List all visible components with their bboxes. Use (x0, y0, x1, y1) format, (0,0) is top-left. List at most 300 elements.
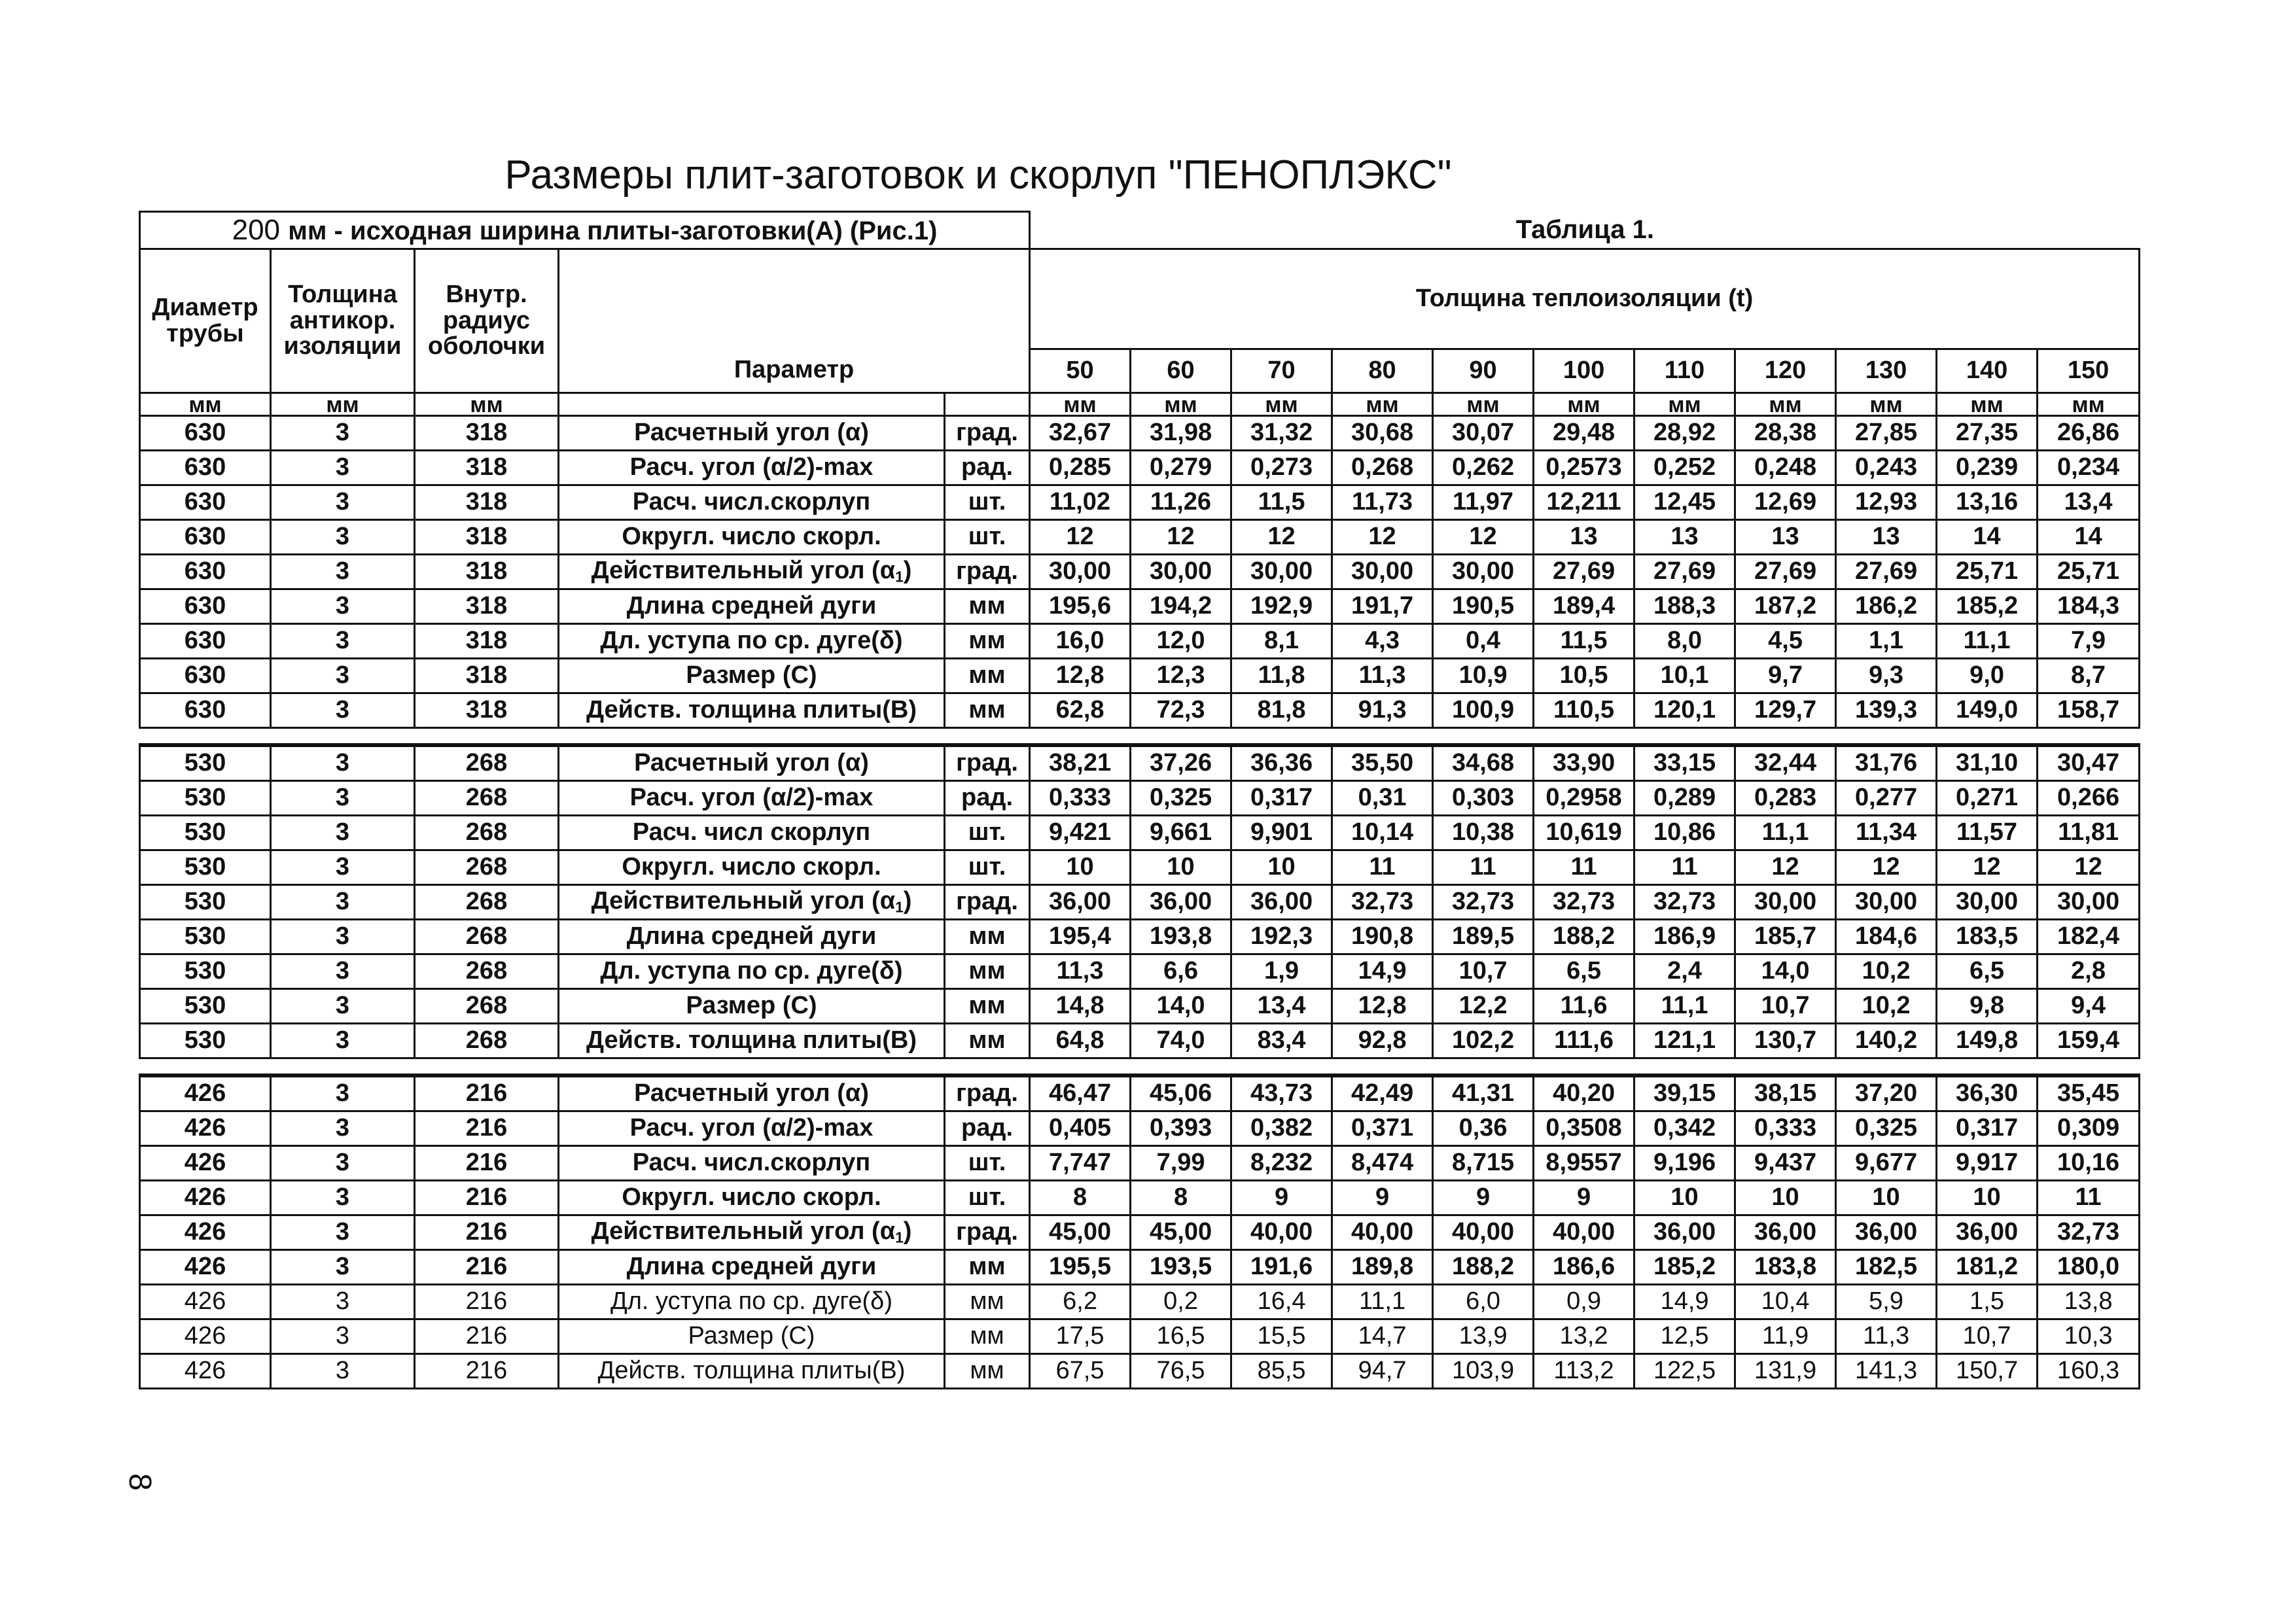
cell-value: 14,7 (1332, 1319, 1433, 1354)
page-title: Размеры плит-заготовок и скорлуп "ПЕНОПЛЭКС" (504, 152, 1452, 198)
header-thickness-50: 50 (1030, 349, 1131, 393)
cell-radius: 318 (415, 659, 559, 693)
cell-value: 16,5 (1131, 1319, 1231, 1354)
cell-value: 92,8 (1332, 1024, 1433, 1058)
cell-value: 11,8 (1231, 659, 1332, 693)
cell-value: 182,4 (2038, 920, 2140, 954)
cell-diameter: 426 (140, 1285, 271, 1319)
cell-value: 25,71 (1937, 555, 2038, 589)
cell-value: 120,1 (1634, 693, 1735, 728)
cell-value: 10 (1937, 1181, 2038, 1215)
cell-value: 11,97 (1433, 485, 1534, 520)
cell-diameter: 630 (140, 520, 271, 555)
cell-value: 14,9 (1332, 954, 1433, 989)
cell-value: 11 (1433, 850, 1534, 885)
cell-value: 45,06 (1131, 1075, 1231, 1111)
cell-anticor: 3 (271, 920, 415, 954)
cell-value: 12 (1231, 520, 1332, 555)
cell-value: 8,715 (1433, 1146, 1534, 1181)
cell-unit: шт. (945, 1181, 1030, 1215)
cell-unit: мм (945, 920, 1030, 954)
cell-unit: град. (945, 885, 1030, 920)
cell-parameter: Размер (С) (559, 659, 945, 693)
table-row (140, 520, 2140, 555)
cell-anticor: 3 (271, 954, 415, 989)
cell-value: 10,4 (1735, 1285, 1836, 1319)
group-separator-cell (140, 728, 2140, 746)
cell-value: 14,0 (1735, 954, 1836, 989)
cell-value: 28,92 (1634, 416, 1735, 451)
cell-value: 13,2 (1534, 1319, 1634, 1354)
cell-value: 27,69 (1534, 555, 1634, 589)
cell-value: 27,69 (1836, 555, 1937, 589)
cell-value: 183,8 (1735, 1250, 1836, 1285)
cell-anticor: 3 (271, 781, 415, 816)
cell-diameter: 426 (140, 1111, 271, 1146)
cell-parameter: Дл. уступа по ср. дуге(δ) (559, 624, 945, 659)
cell-value: 31,98 (1131, 416, 1231, 451)
table-row (140, 816, 2140, 850)
cell-radius: 318 (415, 520, 559, 555)
cell-value: 189,8 (1332, 1250, 1433, 1285)
table-row (140, 781, 2140, 816)
cell-value: 0,2958 (1534, 781, 1634, 816)
cell-anticor: 3 (271, 1250, 415, 1285)
cell-parameter: Расч. угол (α/2)-max (559, 781, 945, 816)
unit-label: мм (2038, 393, 2140, 416)
cell-diameter: 630 (140, 416, 271, 451)
cell-value: 10,7 (1735, 989, 1836, 1024)
table-row (140, 885, 2140, 920)
cell-anticor: 3 (271, 989, 415, 1024)
cell-value: 0,285 (1030, 451, 1131, 485)
cell-value: 11,1 (1332, 1285, 1433, 1319)
cell-value: 131,9 (1735, 1354, 1836, 1389)
cell-value: 140,2 (1836, 1024, 1937, 1058)
cell-anticor: 3 (271, 1285, 415, 1319)
cell-value: 74,0 (1131, 1024, 1231, 1058)
cell-value: 121,1 (1634, 1024, 1735, 1058)
cell-diameter: 426 (140, 1181, 271, 1215)
cell-parameter: Действительный угол $(\alpha_1)$ (559, 885, 945, 920)
cell-value: 36,36 (1231, 745, 1332, 781)
cell-value: 188,3 (1634, 589, 1735, 624)
cell-parameter: Размер (С) (559, 1319, 945, 1354)
cell-parameter: Действ. толщина плиты(В) (559, 693, 945, 728)
cell-anticor: 3 (271, 555, 415, 589)
cell-unit: мм (945, 589, 1030, 624)
cell-parameter: Расчетный угол (α) (559, 1075, 945, 1111)
cell-value: 14,9 (1634, 1285, 1735, 1319)
cell-diameter: 630 (140, 485, 271, 520)
cell-value: 100,9 (1433, 693, 1534, 728)
cell-value: 0,3508 (1534, 1111, 1634, 1146)
unit-label: мм (1030, 393, 1131, 416)
cell-value: 195,4 (1030, 920, 1131, 954)
cell-anticor: 3 (271, 659, 415, 693)
cell-value: 11,9 (1735, 1319, 1836, 1354)
cell-value: 10,7 (1937, 1319, 2038, 1354)
cell-value: 10 (1131, 850, 1231, 885)
cell-value: 10,3 (2038, 1319, 2140, 1354)
cell-value: 26,86 (2038, 416, 2140, 451)
cell-value: 45,00 (1030, 1215, 1131, 1250)
cell-diameter: 530 (140, 989, 271, 1024)
cell-diameter: 530 (140, 920, 271, 954)
table-row (140, 555, 2140, 589)
cell-diameter: 426 (140, 1354, 271, 1389)
cell-value: 11,1 (1634, 989, 1735, 1024)
cell-parameter: Действительный угол $(\alpha_1)$ (559, 1215, 945, 1250)
unit-blank (945, 393, 1030, 416)
cell-value: 193,5 (1131, 1250, 1231, 1285)
cell-unit: рад. (945, 451, 1030, 485)
cell-value: 10,86 (1634, 816, 1735, 850)
cell-value: 13 (1534, 520, 1634, 555)
cell-unit: рад. (945, 1111, 1030, 1146)
cell-unit: мм (945, 1319, 1030, 1354)
cell-anticor: 3 (271, 693, 415, 728)
cell-radius: 216 (415, 1215, 559, 1250)
cell-parameter: Расч. угол (α/2)-max (559, 1111, 945, 1146)
cell-value: 31,76 (1836, 745, 1937, 781)
cell-value: 12,8 (1030, 659, 1131, 693)
cell-value: 30,68 (1332, 416, 1433, 451)
cell-value: 129,7 (1735, 693, 1836, 728)
cell-value: 0,248 (1735, 451, 1836, 485)
cell-anticor: 3 (271, 416, 415, 451)
header-thickness-100: 100 (1534, 349, 1634, 393)
unit-label: мм (1937, 393, 2038, 416)
cell-value: 0,234 (2038, 451, 2140, 485)
cell-value: 111,6 (1534, 1024, 1634, 1058)
table-row (140, 1181, 2140, 1215)
caption-width-value: 200 (232, 213, 281, 246)
cell-value: 33,90 (1534, 745, 1634, 781)
cell-value: 10,2 (1836, 989, 1937, 1024)
cell-value: 1,9 (1231, 954, 1332, 989)
cell-value: 31,10 (1937, 745, 2038, 781)
cell-parameter: Расч. числ.скорлуп (559, 485, 945, 520)
cell-value: 36,00 (1634, 1215, 1735, 1250)
cell-unit: град. (945, 1075, 1030, 1111)
cell-value: 10,16 (2038, 1146, 2140, 1181)
cell-value: 6,6 (1131, 954, 1231, 989)
cell-value: 32,73 (1332, 885, 1433, 920)
cell-parameter: Округл. число скорл. (559, 1181, 945, 1215)
cell-value: 14 (2038, 520, 2140, 555)
cell-value: 0,268 (1332, 451, 1433, 485)
table-row (140, 745, 2140, 781)
cell-value: 182,5 (1836, 1250, 1937, 1285)
cell-value: 8 (1131, 1181, 1231, 1215)
cell-value: 83,4 (1231, 1024, 1332, 1058)
cell-diameter: 530 (140, 745, 271, 781)
cell-value: 190,8 (1332, 920, 1433, 954)
cell-diameter: 426 (140, 1215, 271, 1250)
cell-value: 192,3 (1231, 920, 1332, 954)
cell-value: 46,47 (1030, 1075, 1131, 1111)
cell-value: 12,69 (1735, 485, 1836, 520)
cell-value: 38,15 (1735, 1075, 1836, 1111)
cell-value: 9,0 (1937, 659, 2038, 693)
cell-unit: шт. (945, 816, 1030, 850)
header-diameter: Диаметр трубы (140, 249, 271, 393)
cell-value: 149,8 (1937, 1024, 2038, 1058)
cell-value: 13,8 (2038, 1285, 2140, 1319)
cell-value: 81,8 (1231, 693, 1332, 728)
cell-value: 0,317 (1937, 1111, 2038, 1146)
table-row (140, 1075, 2140, 1111)
cell-value: 10,1 (1634, 659, 1735, 693)
cell-value: 27,69 (1634, 555, 1735, 589)
table-row (140, 624, 2140, 659)
cell-value: 30,00 (2038, 885, 2140, 920)
cell-value: 158,7 (2038, 693, 2140, 728)
cell-value: 0,4 (1433, 624, 1534, 659)
cell-value: 40,00 (1534, 1215, 1634, 1250)
table-row (140, 920, 2140, 954)
unit-label: мм (1332, 393, 1433, 416)
cell-value: 16,0 (1030, 624, 1131, 659)
cell-value: 36,00 (1735, 1215, 1836, 1250)
cell-value: 194,2 (1131, 589, 1231, 624)
cell-value: 28,38 (1735, 416, 1836, 451)
table-row (140, 1111, 2140, 1146)
cell-value: 32,44 (1735, 745, 1836, 781)
cell-value: 12 (1735, 850, 1836, 885)
cell-value: 27,69 (1735, 555, 1836, 589)
cell-value: 62,8 (1030, 693, 1131, 728)
cell-anticor: 3 (271, 745, 415, 781)
cell-value: 10 (1231, 850, 1332, 885)
cell-parameter: Длина средней дуги (559, 920, 945, 954)
table-row (140, 1024, 2140, 1058)
header-thickness-150: 150 (2038, 349, 2140, 393)
cell-value: 0,382 (1231, 1111, 1332, 1146)
group-separator (140, 728, 2140, 746)
cell-value: 40,00 (1433, 1215, 1534, 1250)
cell-value: 9,661 (1131, 816, 1231, 850)
cell-value: 10 (1634, 1181, 1735, 1215)
cell-value: 32,73 (1433, 885, 1534, 920)
cell-value: 12 (1937, 850, 2038, 885)
cell-value: 4,3 (1332, 624, 1433, 659)
cell-value: 6,2 (1030, 1285, 1131, 1319)
cell-value: 11,1 (1937, 624, 2038, 659)
cell-value: 30,00 (1937, 885, 2038, 920)
cell-value: 37,20 (1836, 1075, 1937, 1111)
cell-value: 72,3 (1131, 693, 1231, 728)
cell-value: 35,50 (1332, 745, 1433, 781)
unit-blank (559, 393, 945, 416)
cell-value: 0,333 (1735, 1111, 1836, 1146)
header-anticor: Толщина антикор. изоляции (271, 249, 415, 393)
cell-parameter: Округл. число скорл. (559, 850, 945, 885)
cell-radius: 216 (415, 1111, 559, 1146)
cell-value: 10,9 (1433, 659, 1534, 693)
cell-value: 8,0 (1634, 624, 1735, 659)
cell-value: 11 (1332, 850, 1433, 885)
table-row (140, 416, 2140, 451)
cell-value: 0,277 (1836, 781, 1937, 816)
cell-value: 11,1 (1735, 816, 1836, 850)
cell-radius: 268 (415, 885, 559, 920)
table-row (140, 850, 2140, 885)
cell-value: 32,73 (1534, 885, 1634, 920)
cell-value: 27,85 (1836, 416, 1937, 451)
cell-value: 32,73 (1634, 885, 1735, 920)
cell-diameter: 630 (140, 555, 271, 589)
cell-unit: мм (945, 693, 1030, 728)
cell-anticor: 3 (271, 1111, 415, 1146)
page-number: 8 (122, 1473, 157, 1491)
cell-value: 150,7 (1937, 1354, 2038, 1389)
cell-unit: рад. (945, 781, 1030, 816)
cell-value: 13,4 (1231, 989, 1332, 1024)
group-separator (140, 1058, 2140, 1076)
header-thickness-group: Толщина теплоизоляции (t) (1030, 249, 2140, 349)
cell-value: 25,71 (2038, 555, 2140, 589)
cell-value: 10,14 (1332, 816, 1433, 850)
cell-value: 189,5 (1433, 920, 1534, 954)
cell-value: 85,5 (1231, 1354, 1332, 1389)
cell-value: 195,6 (1030, 589, 1131, 624)
cell-value: 13,4 (2038, 485, 2140, 520)
table-row (140, 954, 2140, 989)
cell-value: 0,31 (1332, 781, 1433, 816)
cell-value: 12,211 (1534, 485, 1634, 520)
cell-value: 43,73 (1231, 1075, 1332, 1111)
cell-unit: мм (945, 989, 1030, 1024)
cell-diameter: 630 (140, 451, 271, 485)
cell-value: 9,901 (1231, 816, 1332, 850)
cell-value: 29,48 (1534, 416, 1634, 451)
cell-value: 0,393 (1131, 1111, 1231, 1146)
cell-value: 15,5 (1231, 1319, 1332, 1354)
cell-value: 11,02 (1030, 485, 1131, 520)
cell-value: 195,5 (1030, 1250, 1131, 1285)
cell-value: 10 (1030, 850, 1131, 885)
cell-value: 11,3 (1836, 1319, 1937, 1354)
cell-value: 11,81 (2038, 816, 2140, 850)
table-row (140, 693, 2140, 728)
cell-value: 30,00 (1433, 555, 1534, 589)
cell-anticor: 3 (271, 485, 415, 520)
dimensions-table-wrap (139, 211, 2134, 1389)
cell-value: 36,30 (1937, 1075, 2038, 1111)
cell-value: 0,309 (2038, 1111, 2140, 1146)
cell-value: 30,07 (1433, 416, 1534, 451)
cell-unit: шт. (945, 850, 1030, 885)
cell-value: 0,371 (1332, 1111, 1433, 1146)
cell-value: 10,2 (1836, 954, 1937, 989)
cell-value: 13,16 (1937, 485, 2038, 520)
cell-diameter: 630 (140, 693, 271, 728)
cell-value: 0,2573 (1534, 451, 1634, 485)
cell-value: 0,405 (1030, 1111, 1131, 1146)
cell-value: 76,5 (1131, 1354, 1231, 1389)
cell-value: 9 (1231, 1181, 1332, 1215)
header-thickness-120: 120 (1735, 349, 1836, 393)
cell-value: 40,20 (1534, 1075, 1634, 1111)
cell-value: 9,437 (1735, 1146, 1836, 1181)
cell-value: 36,00 (1836, 1215, 1937, 1250)
cell-value: 0,262 (1433, 451, 1534, 485)
cell-value: 9,677 (1836, 1146, 1937, 1181)
cell-value: 102,2 (1433, 1024, 1534, 1058)
cell-radius: 318 (415, 485, 559, 520)
cell-value: 34,68 (1433, 745, 1534, 781)
cell-value: 9,7 (1735, 659, 1836, 693)
cell-value: 141,3 (1836, 1354, 1937, 1389)
cell-radius: 216 (415, 1354, 559, 1389)
cell-diameter: 530 (140, 781, 271, 816)
header-thickness-90: 90 (1433, 349, 1534, 393)
cell-diameter: 630 (140, 624, 271, 659)
cell-parameter: Расч. числ скорлуп (559, 816, 945, 850)
unit-label: мм (415, 393, 559, 416)
cell-unit: мм (945, 1354, 1030, 1389)
cell-value: 11,57 (1937, 816, 2038, 850)
cell-radius: 216 (415, 1075, 559, 1111)
cell-radius: 216 (415, 1181, 559, 1215)
cell-value: 13 (1836, 520, 1937, 555)
cell-value: 32,73 (2038, 1215, 2140, 1250)
cell-value: 1,1 (1836, 624, 1937, 659)
cell-value: 11,6 (1534, 989, 1634, 1024)
unit-label: мм (1231, 393, 1332, 416)
cell-value: 11,73 (1332, 485, 1433, 520)
cell-value: 40,00 (1332, 1215, 1433, 1250)
cell-value: 1,5 (1937, 1285, 2038, 1319)
cell-diameter: 530 (140, 885, 271, 920)
cell-value: 8,1 (1231, 624, 1332, 659)
cell-diameter: 426 (140, 1075, 271, 1111)
cell-value: 0,271 (1937, 781, 2038, 816)
cell-value: 4,5 (1735, 624, 1836, 659)
cell-radius: 318 (415, 555, 559, 589)
cell-anticor: 3 (271, 1181, 415, 1215)
cell-radius: 268 (415, 989, 559, 1024)
cell-unit: мм (945, 1024, 1030, 1058)
table-caption (140, 212, 1030, 249)
cell-anticor: 3 (271, 520, 415, 555)
cell-value: 0,317 (1231, 781, 1332, 816)
cell-value: 181,2 (1937, 1250, 2038, 1285)
cell-unit: шт. (945, 1146, 1030, 1181)
unit-label: мм (1836, 393, 1937, 416)
cell-unit: шт. (945, 485, 1030, 520)
cell-value: 8,9557 (1534, 1146, 1634, 1181)
cell-diameter: 530 (140, 850, 271, 885)
cell-unit: град. (945, 1215, 1030, 1250)
cell-value: 9,4 (2038, 989, 2140, 1024)
cell-value: 187,2 (1735, 589, 1836, 624)
cell-value: 8,232 (1231, 1146, 1332, 1181)
cell-anticor: 3 (271, 1319, 415, 1354)
table-row (140, 1146, 2140, 1181)
cell-diameter: 426 (140, 1319, 271, 1354)
table-row (140, 659, 2140, 693)
cell-value: 0,239 (1937, 451, 2038, 485)
cell-value: 91,3 (1332, 693, 1433, 728)
cell-value: 39,15 (1634, 1075, 1735, 1111)
cell-value: 183,5 (1937, 920, 2038, 954)
cell-parameter: Дл. уступа по ср. дуге(δ) (559, 1285, 945, 1319)
cell-value: 12,93 (1836, 485, 1937, 520)
header-parameter: Параметр (559, 349, 1030, 393)
